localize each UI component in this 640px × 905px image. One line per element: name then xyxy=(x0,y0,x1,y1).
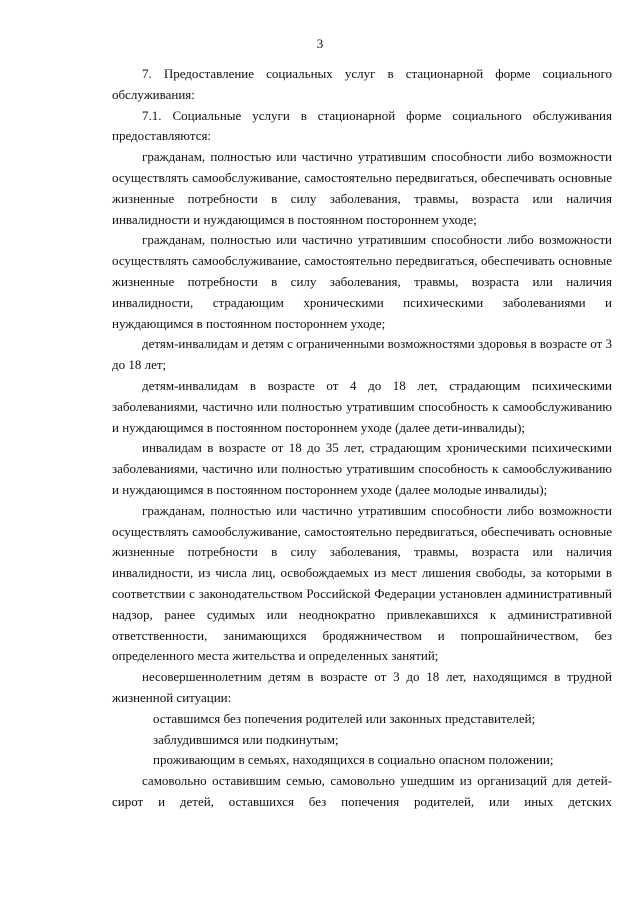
page-number: 3 xyxy=(316,36,324,51)
list-item-lost-abandoned: заблудившимся или подкинутым; xyxy=(153,731,339,747)
paragraph-young-disabled: инвалидам в возрасте от 18 до 35 лет, страдающим хроническими психическими заболеваниями, частично или полностью утратившим способность к самообслуживанию и нуждающимся в постоянном постороннем уходе (далее молодые инвалиды); xyxy=(112,440,612,497)
paragraph-released-persons: гражданам, полностью или частично утратившим способности либо возможности осуществлять самообслуживание, самостоятельно передвигаться, обеспечивать основные жизненные потребности в силу заболевания, травмы, возраста или наличия инвалидности, из числа лиц, освобождаемых из мест лишения свободы, за которыми в соответствии с законодательством Российской Федерации установлен административный надзор, ранее судимых или неоднократно привлекавшихся к административной ответственности, занимающихся бродяжничеством и попрошайничеством, без определенного места жительства и определенных занятий; xyxy=(112,502,612,664)
paragraph-citizens-self-care: гражданам, полностью или частично утратившим способности либо возможности осуществлять самообслуживание, самостоятельно передвигаться, обеспечивать основные жизненные потребности в силу заболевания, травмы, возраста или наличия инвалидности и нуждающимся в постоянном постороннем уходе; xyxy=(112,149,612,227)
paragraph-minors-difficult-situation: несовершеннолетним детям в возрасте от 3 до 18 лет, находящимся в трудной жизненной ситуации: xyxy=(112,669,612,705)
paragraph-disabled-children-4-18: детям-инвалидам в возрасте от 4 до 18 лет, страдающим психическими заболеваниями, частично или полностью утратившим способность к самообслуживанию и нуждающимся в постоянном постороннем уходе (далее дети-инвалиды); xyxy=(112,377,612,435)
list-item-runaways: самовольно оставившим семью, самовольно ушедшим из организаций для детей-сирот и детей, оставшихся без попечения родителей, или иных детских xyxy=(112,773,612,809)
paragraph-section-7: 7. Предоставление социальных услуг в стационарной форме социального обслуживания: xyxy=(112,66,612,102)
paragraph-disabled-children-3-18: детям-инвалидам и детям с ограниченными возможностями здоровья в возрасте от 3 до 18 лет; xyxy=(112,336,612,373)
paragraph-section-7-1: 7.1. Социальные услуги в стационарной форме социального обслуживания предоставляются: xyxy=(112,107,612,144)
list-item-dangerous-families: проживающим в семьях, находящихся в социально опасном положении; xyxy=(153,752,554,768)
document-body xyxy=(112,64,612,813)
paragraph-citizens-mental: гражданам, полностью или частично утратившим способности либо возможности осуществлять самообслуживание, самостоятельно передвигаться, обеспечивать основные жизненные потребности в силу заболевания, травмы, возраста или наличия инвалидности, страдающим хроническими психическими заболеваниями и нуждающимся в постоянном постороннем уходе; xyxy=(112,232,612,331)
list-item-without-parents: оставшимся без попечения родителей или законных представителей; xyxy=(153,710,536,726)
